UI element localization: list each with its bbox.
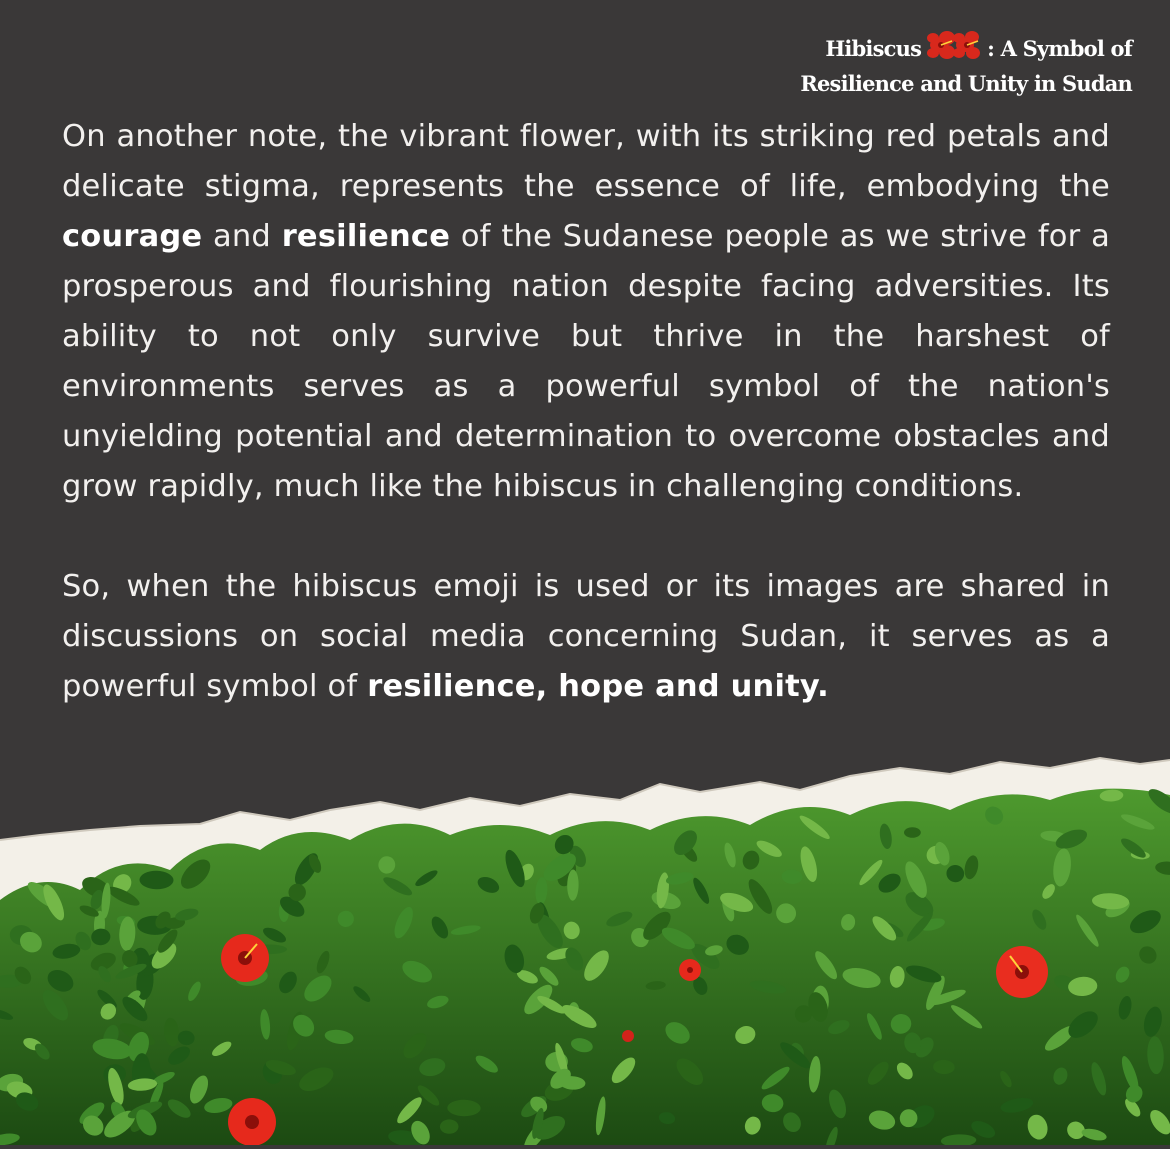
leaf bbox=[440, 1119, 459, 1133]
bold-resilience: resilience bbox=[281, 219, 451, 254]
title-header bbox=[800, 28, 1132, 98]
paragraph-2-text-a: So, when the hibiscus emoji is used or its images are shared in discussions on social media concerning Sudan, it serves as a powerful symbol of bbox=[62, 569, 1110, 704]
title-hibiscus-word: Hibiscus bbox=[825, 36, 922, 61]
hedge-illustration bbox=[0, 740, 1170, 1145]
hibiscus-icon bbox=[925, 28, 983, 69]
title-line-2: Resilience and Unity in Sudan bbox=[800, 71, 1132, 96]
bold-resilience-hope-unity: resilience, hope and unity. bbox=[367, 669, 829, 704]
paragraph-1-text-a: On another note, the vibrant flower, with its striking red petals and delicate stigma, represents the essence of life, embodying the bbox=[62, 119, 1110, 204]
paragraph-1 bbox=[62, 112, 1110, 512]
article-body bbox=[62, 112, 1110, 712]
title-symbol-of: : A Symbol of bbox=[987, 36, 1132, 61]
paragraph-1-text-b: and bbox=[202, 219, 282, 254]
bold-courage: courage bbox=[62, 219, 203, 254]
paragraph-1-text-c: of the Sudanese people as we strive for a prosperous and flourishing nation despite facing adversities. Its ability to not only survive but thrive in the harshest of environments serves as a powerful symbol of the nation's unyielding potential and determination to overcome obstacles and grow rapidly, much like the hibiscus in challenging conditions. bbox=[62, 219, 1110, 504]
leaf bbox=[904, 827, 921, 838]
paragraph-2 bbox=[62, 562, 1110, 712]
title-line-1 bbox=[800, 28, 1132, 69]
hibiscus-hedge-image bbox=[0, 740, 1170, 1145]
